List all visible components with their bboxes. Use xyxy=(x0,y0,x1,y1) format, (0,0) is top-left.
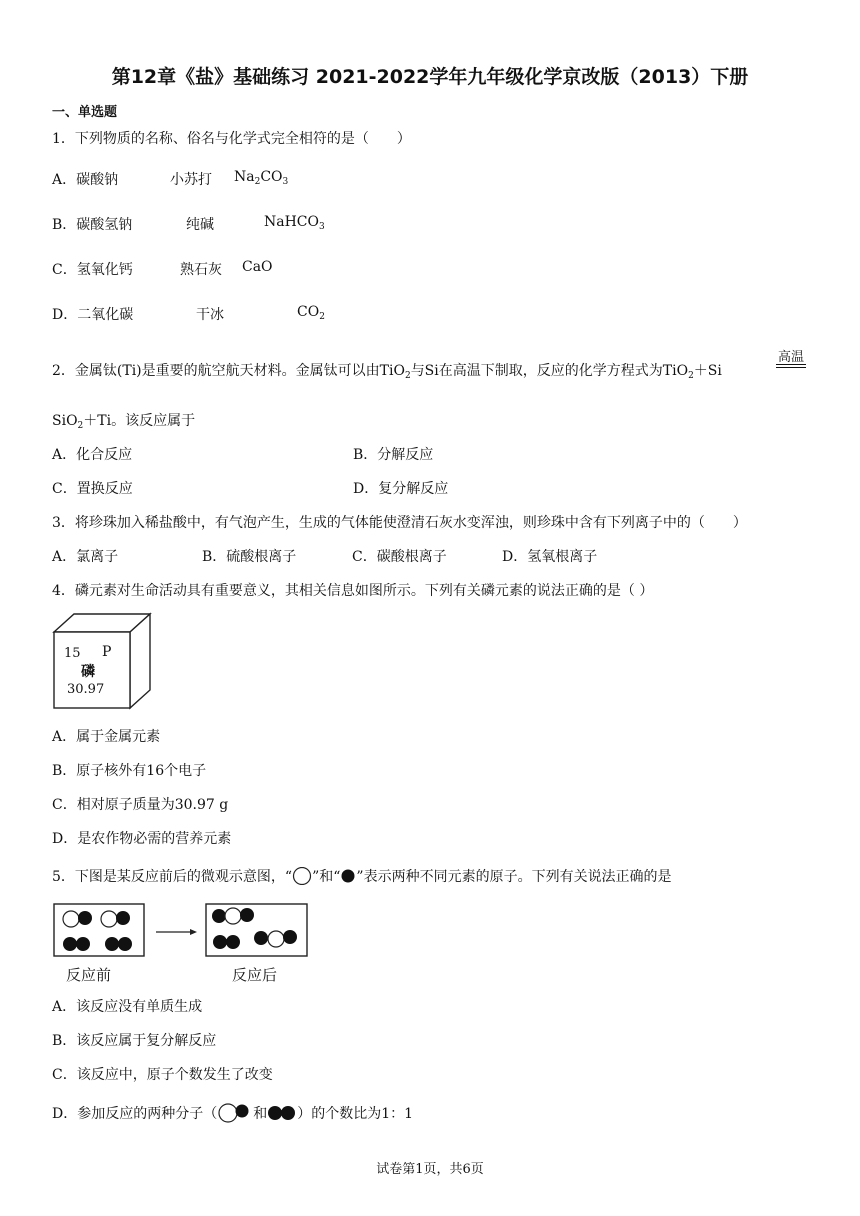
before-label: 反应前 xyxy=(66,966,112,984)
reaction-svg xyxy=(52,902,312,962)
q5-option-b[interactable]: B．该反应属于复分解反应 xyxy=(52,1033,217,1049)
q4-option-d[interactable]: D．是农作物必需的营养元素 xyxy=(52,831,232,847)
q3-option-d[interactable]: D．氢氧根离子 xyxy=(502,549,598,565)
q2-option-c[interactable]: C．置换反应 xyxy=(52,481,133,497)
q1-stem: 1．下列物质的名称、俗名与化学式完全相符的是（ ） xyxy=(52,131,411,147)
q4-option-b[interactable]: B．原子核外有16个电子 xyxy=(52,763,207,779)
molecule-black-black-icon xyxy=(267,1104,297,1122)
page-footer: 试卷第1页，共6页 xyxy=(376,1162,484,1177)
page-title: 第12章《盐》基础练习 2021-2022学年九年级化学京改版（2013）下册 xyxy=(111,66,749,88)
q2-option-b[interactable]: B．分解反应 xyxy=(353,447,434,463)
q2-stem-cont: SiO$_2$＋Ti。该反应属于 xyxy=(52,413,196,431)
q2-stem: 2．金属钛(Ti)是重要的航空航天材料。金属钛可以由TiO$_2$与Si在高温下制取，反应的化学方程式为TiO$_2$＋Si xyxy=(52,363,722,381)
q5-stem: 5．下图是某反应前后的微观示意图，“ ”和“ ”表示两种不同元素的原子。下列有关说法正确的是 xyxy=(52,869,672,885)
molecule-white-black-icon xyxy=(217,1103,253,1123)
q1-option-b[interactable]: B．碳酸氢钠 纯碱 NaHCO$_3$ xyxy=(52,214,325,233)
q5-option-a[interactable]: A．该反应没有单质生成 xyxy=(52,999,203,1015)
q5-option-d[interactable]: D．参加反应的两种分子（ 和 ）的个数比为1：1 xyxy=(52,1103,413,1123)
q4-option-a[interactable]: A．属于金属元素 xyxy=(52,729,161,745)
q1-option-a[interactable]: A．碳酸钠 小苏打 $Na_2CO_3$ xyxy=(52,169,289,188)
element-name: 磷 xyxy=(81,664,95,680)
q2-option-d[interactable]: D．复分解反应 xyxy=(353,481,449,497)
q1-option-c[interactable]: C．氢氧化钙 熟石灰 CaO xyxy=(52,259,273,278)
white-atom-icon xyxy=(292,867,312,885)
q3-stem: 3．将珍珠加入稀盐酸中，有气泡产生，生成的气体能使澄清石灰水变浑浊，则珍珠中含有下列离子中的（ ） xyxy=(52,515,747,531)
atomic-mass: 30.97 xyxy=(67,682,105,697)
equation-double-line xyxy=(776,364,806,368)
after-label: 反应后 xyxy=(232,966,278,984)
element-card xyxy=(50,610,154,712)
q1-option-d[interactable]: D．二氧化碳 干冰 $CO_2$ xyxy=(52,304,325,323)
atomic-number: 15 xyxy=(64,646,81,661)
q4-option-c[interactable]: C．相对原子质量为30.97 g xyxy=(52,797,229,813)
q4-stem: 4．磷元素对生命活动具有重要意义，其相关信息如图所示。下列有关磷元素的说法正确的是（ ） xyxy=(52,583,654,599)
element-symbol: P xyxy=(102,644,112,660)
section-heading: 一、单选题 xyxy=(52,105,118,120)
reaction-diagram xyxy=(52,902,312,986)
q3-option-c[interactable]: C．碳酸根离子 xyxy=(352,549,447,565)
q5-option-c[interactable]: C．该反应中，原子个数发生了改变 xyxy=(52,1067,273,1083)
q2-option-a[interactable]: A．化合反应 xyxy=(52,447,133,463)
black-atom-icon xyxy=(340,868,356,884)
reaction-condition: 高温 xyxy=(777,350,804,365)
q3-option-b[interactable]: B．硫酸根离子 xyxy=(202,549,297,565)
q3-option-a[interactable]: A．氯离子 xyxy=(52,549,119,565)
